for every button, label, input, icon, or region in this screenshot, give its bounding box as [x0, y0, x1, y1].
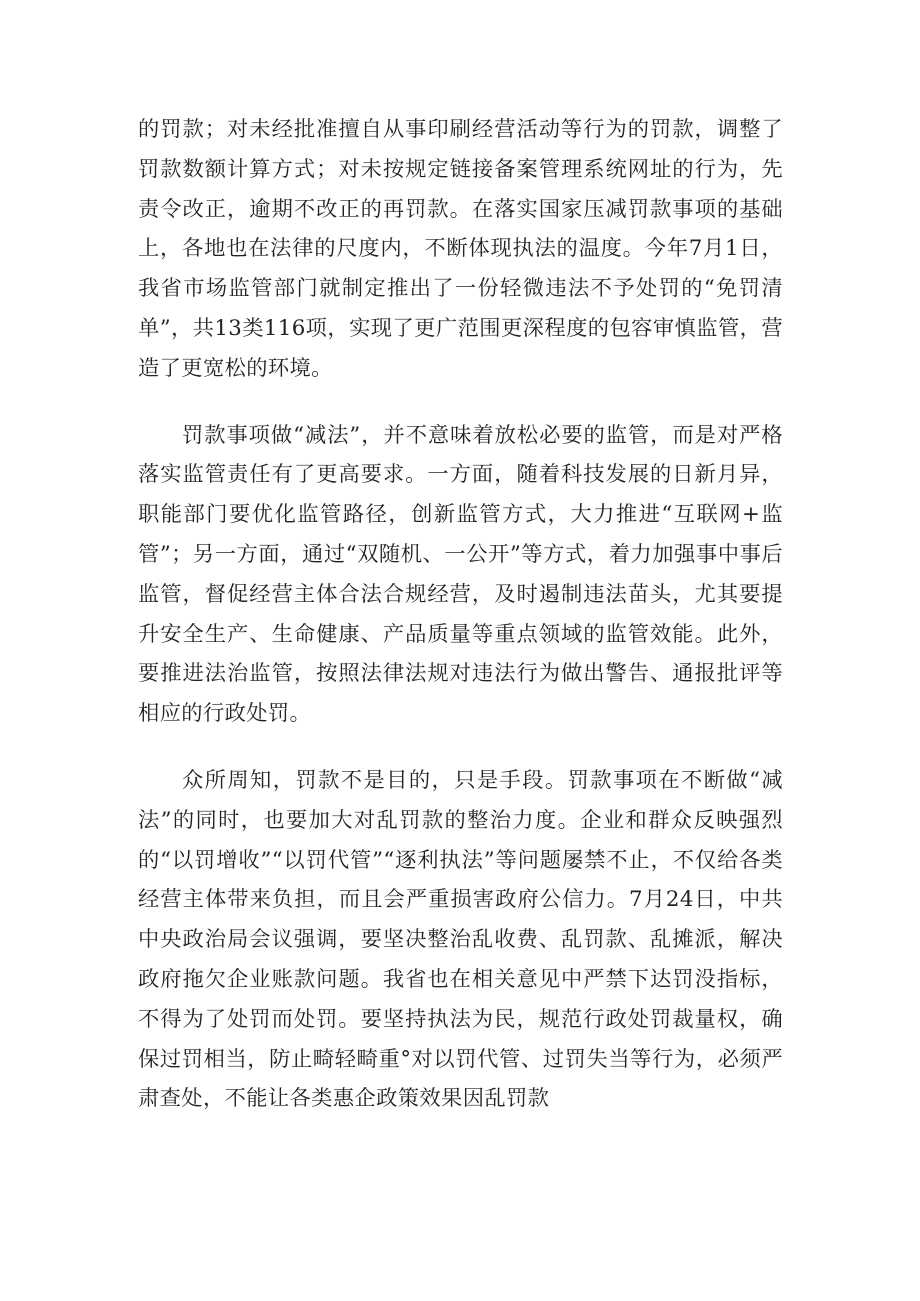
- document-body: [138, 110, 783, 1146]
- paragraph-1: 的罚款；对未经批准擅自从事印刷经营活动等行为的罚款，调整了罚款数额计算方式；对未按规定链接备案管理系统网址的行为，先责令改正，逾期不改正的再罚款。在落实国家压减罚款事项的基础上，各地也在法律的尺度内，不断体现执法的温度。今年7月1日，我省市场监管部门就制定推出了一份轻微违法不予处罚的“免罚清单”，共13类116项，实现了更广范围更深程度的包容审慎监管，营造了更宽松的环境。: [138, 117, 783, 381]
- paragraph-3: 众所周知，罚款不是目的，只是手段。罚款事项在不断做“减法”的同时，也要加大对乱罚款的整治力度。企业和群众反映强烈的“以罚增收”“以罚代管”“逐利执法”等问题屡禁不止，不仅给各类经营主体带来负担，而且会严重损害政府公信力。7月24日，中共中央政治局会议强调，要坚决整治乱收费、乱罚款、乱摊派，解决政府拖欠企业账款问题。我省也在相关意见中严禁下达罚没指标，不得为了处罚而处罚。要坚持执法为民，规范行政处罚裁量权，确保过罚相当，防止畸轻畸重°对以罚代管、过罚失当等行为，必须严肃查处，不能让各类惠企政策效果因乱罚款: [138, 767, 783, 1112]
- paragraph-2: 罚款事项做“减法”，并不意味着放松必要的监管，而是对严格落实监管责任有了更高要求。一方面，随着科技发展的日新月异，职能部门要优化监管路径，创新监管方式，大力推进“互联网+监管”；另一方面，通过“双随机、一公开”等方式，着力加强事中事后监管，督促经营主体合法合规经营，及时遏制违法苗头，尤其要提升安全生产、生命健康、产品质量等重点领域的监管效能。此外，要推进法治监管，按照法律法规对违法行为做出警告、通报批评等相应的行政处罚。: [138, 422, 783, 727]
